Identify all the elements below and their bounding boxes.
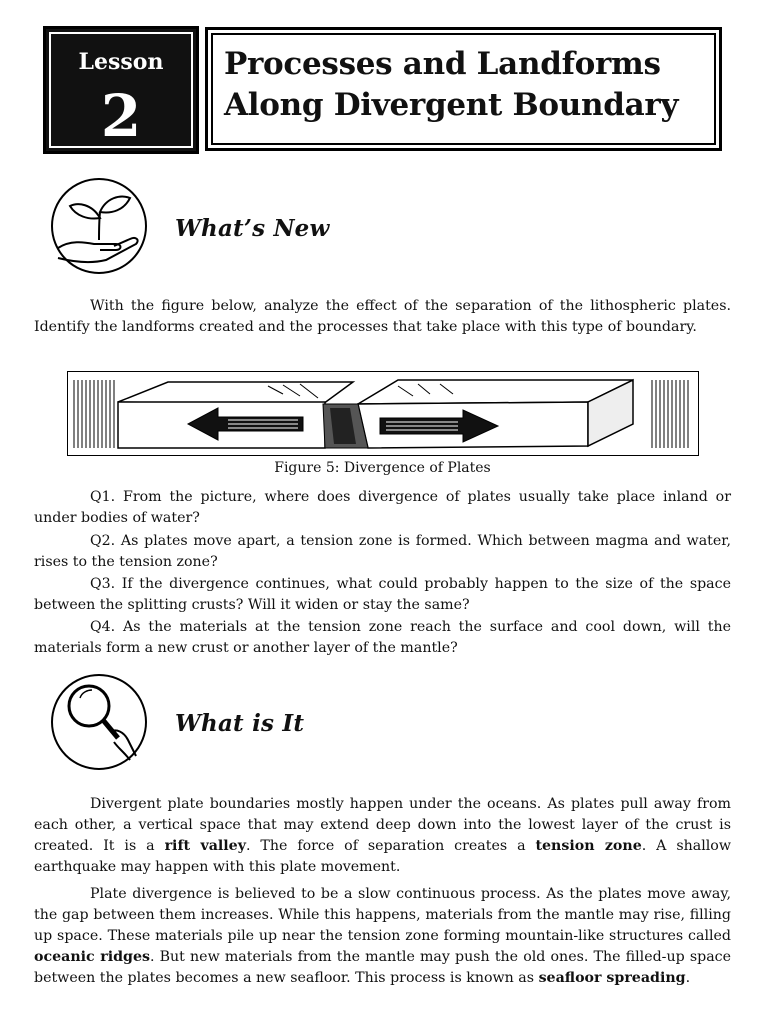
question-q3 [34, 574, 731, 616]
divergence-figure-drawing [68, 372, 697, 454]
lesson-number: 2 [100, 82, 142, 150]
question-text: Q3. If the divergence continues, what could probably happen to the size of the space between the splitting crusts? Will it widen or stay the same? [34, 576, 731, 613]
divergence-figure [67, 371, 699, 456]
what-is-it-paragraph-1 [34, 794, 731, 878]
question-q4 [34, 617, 731, 659]
lesson-title-box [205, 27, 722, 151]
seedling-hand-icon [44, 178, 154, 278]
lesson-badge [43, 26, 199, 154]
term-seafloor-spreading: seafloor spreading [538, 970, 686, 986]
p2-text-1: Plate divergence is believed to be a slow continuous process. As the plates move away, the gap between them increases. While this happens, materials from the mantle may rise, filling up space. These materials pile up near the tension zone forming mountain-like structures called [34, 886, 731, 944]
p2-text-3: . [685, 970, 691, 986]
p1-text-2: . The force of separation creates a [245, 838, 536, 854]
intro-text: With the figure below, analyze the effect of the separation of the lithospheric plates. Identify the landforms created and the processes that take place with this type of boundary. [34, 298, 731, 335]
whats-new-heading: What’s New [175, 215, 330, 242]
what-is-it-heading: What is It [175, 710, 305, 737]
question-q2 [34, 531, 731, 573]
lesson-title-line1: Processes and Landforms [224, 46, 661, 82]
lesson-title-line2: Along Divergent Boundary [224, 87, 679, 123]
term-tension-zone: tension zone [535, 838, 642, 854]
p1-text-3: . A shallow earthquake may happen with this plate movement. [34, 838, 731, 875]
question-text: Q1. From the picture, where does divergence of plates usually take place inland or under bodies of water? [34, 489, 731, 526]
p1-text-1: Divergent plate boundaries mostly happen under the oceans. As plates pull away from each other, a vertical space that may extend deep down into the lowest layer of the crust is created. It is a [34, 796, 731, 854]
what-is-it-paragraph-2 [34, 884, 731, 989]
term-rift-valley: rift valley [164, 838, 246, 854]
p2-text-2: . But new materials from the mantle may push the old ones. The filled-up space between the plates becomes a new seafloor. This process is known as [34, 949, 732, 986]
lesson-label: Lesson [78, 49, 164, 75]
whats-new-intro [34, 296, 731, 338]
figure-caption: Figure 5: Divergence of Plates [274, 460, 491, 476]
question-q1 [34, 487, 731, 529]
question-text: Q4. As the materials at the tension zone reach the surface and cool down, will the materials form a new crust or another layer of the mantle? [34, 619, 731, 656]
question-text: Q2. As plates move apart, a tension zone is formed. Which between magma and water, rises to the tension zone? [34, 533, 731, 570]
magnifying-glass-icon [44, 672, 154, 772]
term-oceanic-ridges: oceanic ridges [34, 949, 150, 965]
